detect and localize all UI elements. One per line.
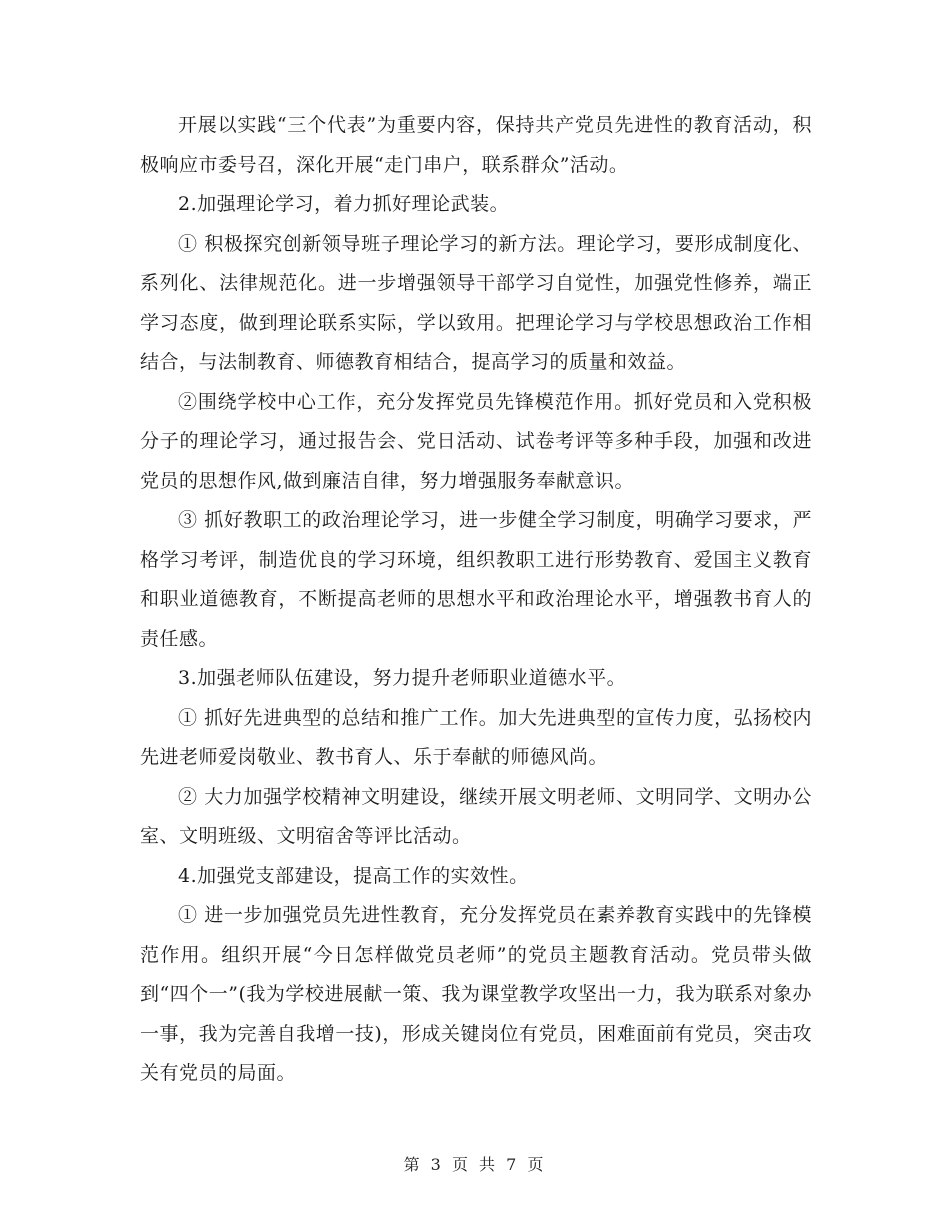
paragraph-1: 开展以实践“三个代表”为重要内容，保持共产党员先进性的教育活动，积极响应市委号召，深化开展“走门串户，联系群众”活动。 [140, 114, 812, 176]
paragraph-10: ① 进一步加强党员先进性教育，充分发挥党员在素养教育实践中的先锋模范作用。组织开展“今日怎样做党员老师”的党员主题教育活动。党员带头做到“四个一”(我为学校进展献一策、我为课堂教学攻坚出一力，我为联系对象办一事，我为完善自我增一技)，形成关键岗位有党员，困难面前有党员，突击攻关有党员的局面。 [140, 904, 812, 1084]
paragraph-3: ① 积极探究创新领导班子理论学习的新方法。理论学习，要形成制度化、系列化、法律规范化。进一步增强领导干部学习自觉性，加强党性修养，端正学习态度，做到理论联系实际，学以致用。把理论学习与学校思想政治工作相结合，与法制教育、师德教育相结合，提高学习的质量和效益。 [140, 232, 812, 373]
paragraph-4: ②围绕学校中心工作，充分发挥党员先锋模范作用。抓好党员和入党积极分子的理论学习，通过报告会、党日活动、试卷考评等多种手段，加强和改进党员的思想作风,做到廉洁自律，努力增强服务奉献意识。 [140, 390, 812, 492]
page-number-footer: 第 3 页 共 7 页 [403, 1155, 547, 1174]
paragraph-5: ③ 抓好教职工的政治理论学习，进一步健全学习制度，明确学习要求，严格学习考评，制造优良的学习环境，组织教职工进行形势教育、爱国主义教育和职业道德教育，不断提高老师的思想水平和政治理论水平，增强教书育人的责任感。 [140, 509, 812, 650]
paragraph-6: 3.加强老师队伍建设，努力提升老师职业道德水平。 [178, 667, 627, 689]
paragraph-2: 2.加强理论学习，着力抓好理论武装。 [178, 193, 510, 215]
document-body [140, 106, 812, 1094]
paragraph-7: ① 抓好先进典型的总结和推广工作。加大先进典型的宣传力度，弘扬校内先进老师爱岗敬业、教书育人、乐于奉献的师德风尚。 [140, 706, 812, 768]
paragraph-9: 4.加强党支部建设，提高工作的实效性。 [178, 864, 529, 887]
paragraph-8: ② 大力加强学校精神文明建设，继续开展文明老师、文明同学、文明办公室、文明班级、文明宿舍等评比活动。 [140, 785, 812, 847]
